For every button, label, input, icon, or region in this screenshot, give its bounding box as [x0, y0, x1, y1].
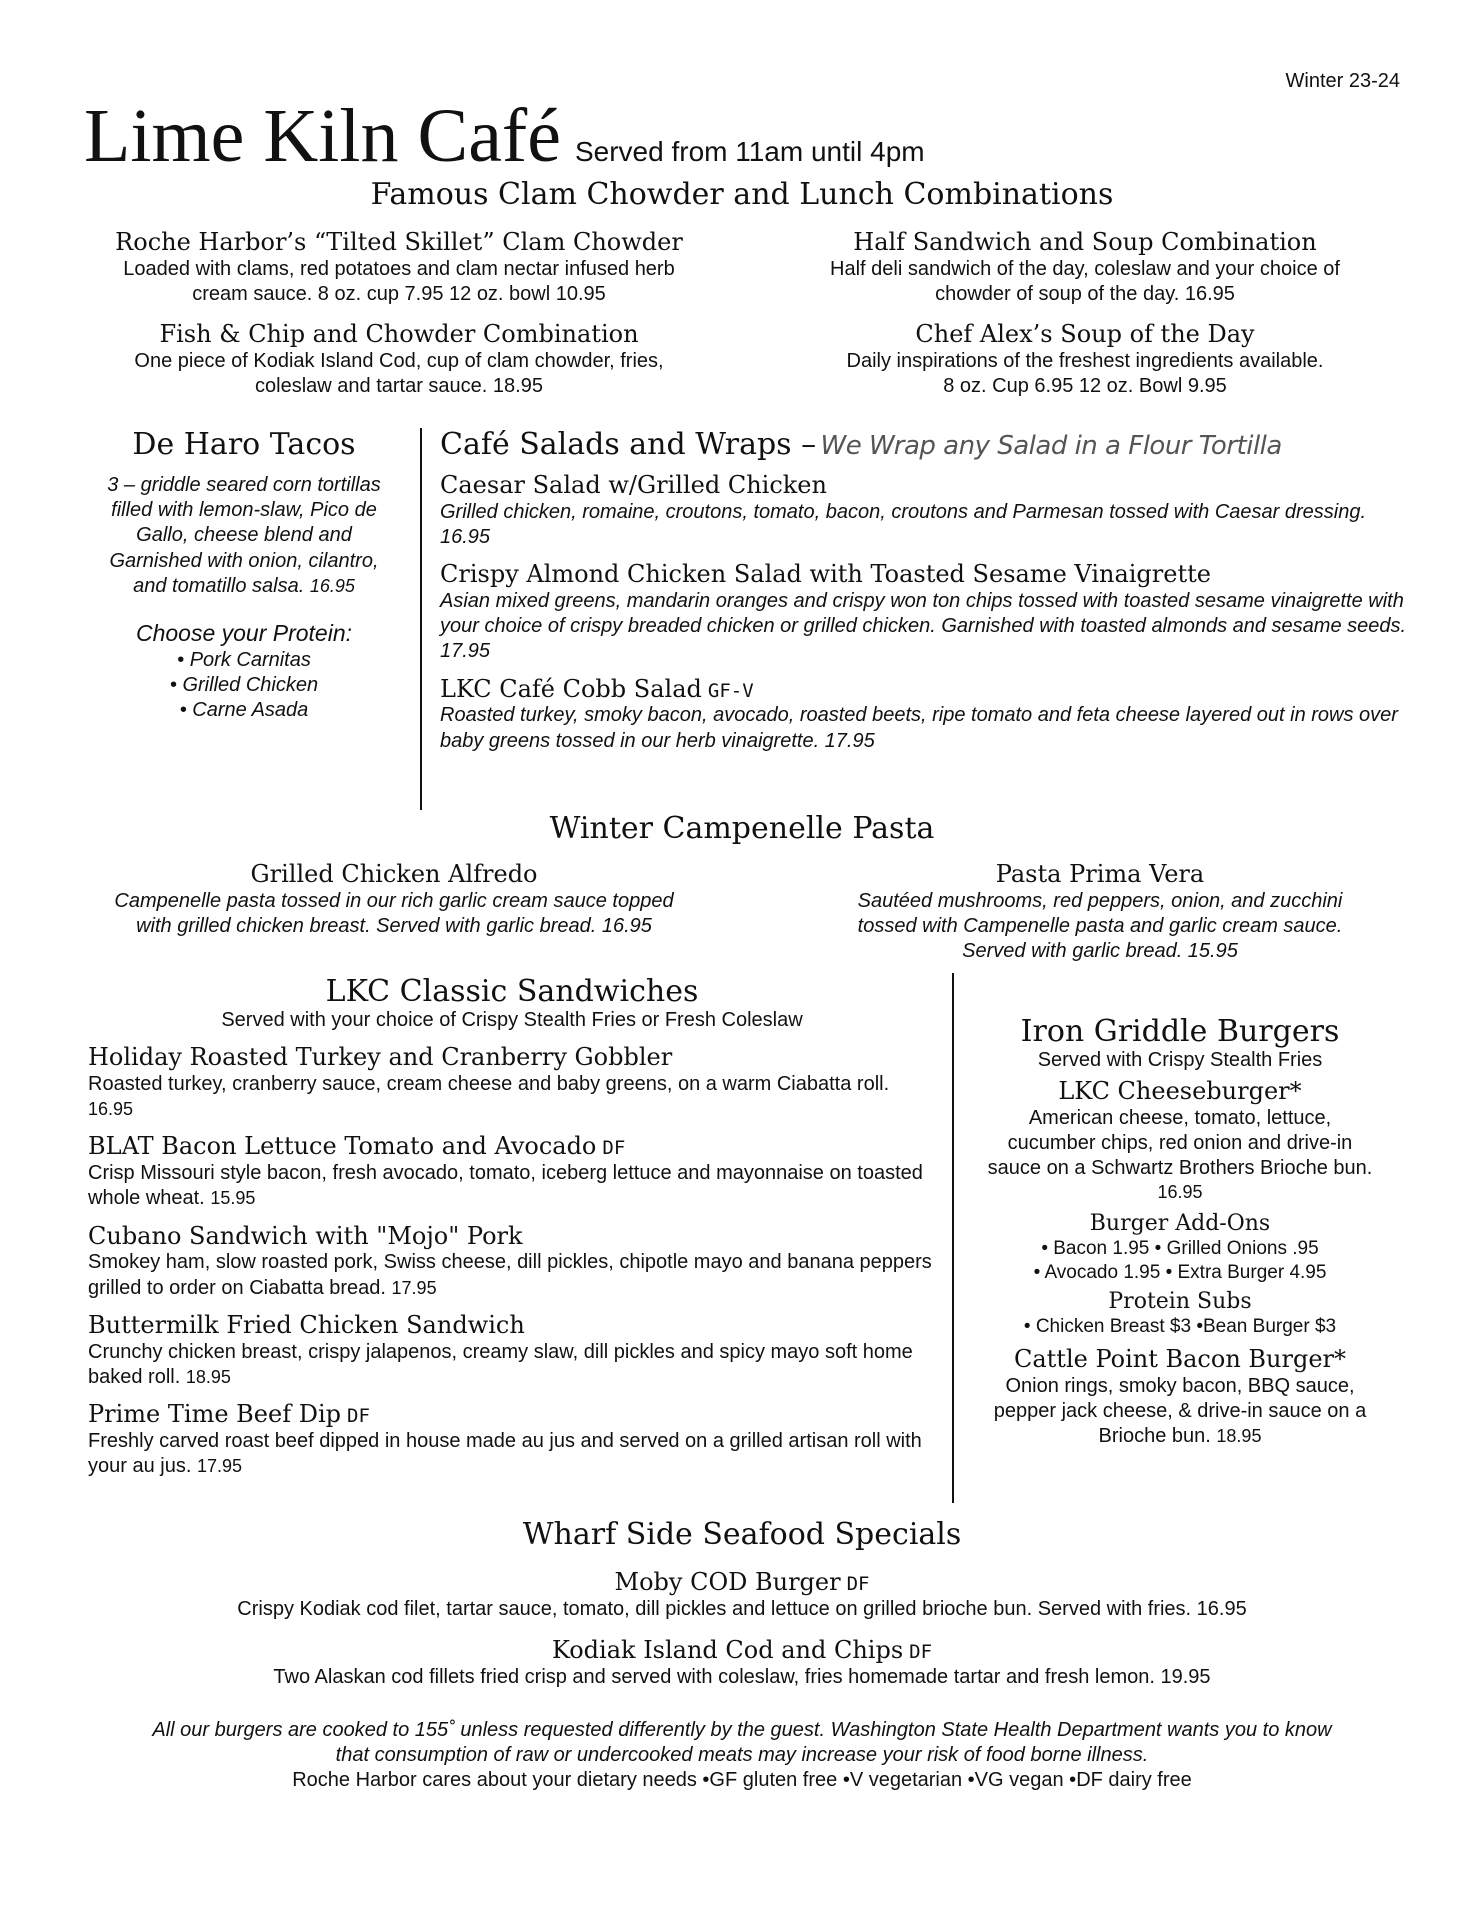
page-title: Lime Kiln Café: [84, 94, 561, 178]
salads-heading-note: We Wrap any Salad in a Flour Tortilla: [820, 431, 1282, 461]
seafood-item: [0, 1568, 1484, 1622]
item-desc: chowder of soup of the day. 16.95: [935, 282, 1235, 305]
protein-option: • Pork Carnitas: [177, 648, 311, 671]
item-name: Buttermilk Fried Chicken Sandwich: [88, 1310, 525, 1339]
item-name: Cubano Sandwich with "Mojo" Pork: [88, 1221, 523, 1250]
item-name: Moby COD Burger DF: [614, 1568, 870, 1596]
protein-option: • Grilled Chicken: [169, 674, 319, 697]
chowder-item: [84, 228, 714, 307]
item-desc: cream sauce. 8 oz. cup 7.95 12 oz. bowl 10.95: [192, 282, 606, 305]
burgers-subheading: Served with Crispy Stealth Fries: [1037, 1049, 1323, 1071]
bacon-burger-desc: Brioche bun. 18.95: [1098, 1425, 1262, 1448]
item-name: Holiday Roasted Turkey and Cranberry Gobbler: [88, 1043, 673, 1072]
salad-item: [440, 471, 1410, 550]
sandwich-item: [88, 1311, 936, 1390]
item-desc: Crisp Missouri style bacon, fresh avocado, tomato, iceberg lettuce and mayonnaise on toasted whole wheat. 15.95: [88, 1162, 923, 1210]
diet-tag: GF-V: [707, 679, 754, 702]
sandwich-item: [88, 1043, 936, 1122]
column-divider: [420, 428, 422, 810]
diet-tag: DF: [909, 1641, 933, 1663]
salads-heading-row: [440, 428, 1410, 461]
item-desc: Roasted turkey, smoky bacon, avocado, roasted beets, ripe tomato and feta cheese layered out in rows over baby greens tossed in our herb vinaigrette. 17.95: [440, 704, 1398, 752]
item-price: 17.95: [391, 1277, 437, 1298]
item-desc: Roasted turkey, cranberry sauce, cream cheese and baby greens, on a warm Ciabatta roll. 16.95: [88, 1072, 890, 1120]
item-name: Chef Alex’s Soup of the Day: [915, 320, 1255, 348]
season-label: Winter 23-24: [1285, 70, 1400, 92]
item-price: 16.95: [88, 1099, 134, 1120]
sandwiches-section: [88, 975, 936, 1489]
item-desc: Two Alaskan cod fillets fried crisp and served with coleslaw, fries homemade tartar and fresh lemon. 19.95: [273, 1665, 1211, 1688]
tacos-heading: De Haro Tacos: [132, 427, 356, 462]
item-desc: Campenelle pasta tossed in our rich garlic cream sauce topped: [114, 889, 674, 912]
item-name: Prime Time Beef Dip DF: [88, 1399, 370, 1428]
item-desc: Crunchy chicken breast, crispy jalapenos, creamy slaw, dill pickles and spicy mayo soft home baked roll. 18.95: [88, 1340, 913, 1388]
item-desc: Served with garlic bread. 15.95: [962, 940, 1238, 963]
item-name: Roche Harbor’s “Tilted Skillet” Clam Chowder: [115, 228, 683, 256]
tacos-desc-line: [84, 574, 404, 599]
cheeseburger-name: LKC Cheeseburger*: [1058, 1077, 1302, 1106]
item-desc: One piece of Kodiak Island Cod, cup of clam chowder, fries,: [134, 349, 664, 372]
chowder-item: [770, 320, 1400, 399]
item-desc: 8 oz. Cup 6.95 12 oz. Bowl 9.95: [943, 374, 1227, 397]
tacos-desc-last: and tomatillo salsa.: [133, 574, 305, 597]
seafood-heading: Wharf Side Seafood Specials: [522, 1517, 962, 1552]
diet-tag: DF: [846, 1573, 870, 1595]
item-name: Fish & Chip and Chowder Combination: [159, 320, 639, 348]
diet-tag: DF: [602, 1137, 626, 1160]
page-title-row: [84, 94, 925, 178]
cheeseburger-desc: sauce on a Schwartz Brothers Brioche bun.: [987, 1157, 1373, 1180]
item-name: Half Sandwich and Soup Combination: [853, 228, 1317, 256]
sandwiches-heading: LKC Classic Sandwiches: [325, 974, 699, 1009]
item-desc: Loaded with clams, red potatoes and clam nectar infused herb: [123, 257, 675, 280]
subs-heading: Protein Subs: [1108, 1288, 1252, 1314]
tacos-desc-line: 3 – griddle seared corn tortillas: [107, 474, 381, 496]
item-desc: Daily inspirations of the freshest ingredients available.: [846, 349, 1324, 372]
item-desc: Sautéed mushrooms, red peppers, onion, and zucchini: [857, 889, 1343, 912]
bacon-burger-desc: Onion rings, smoky bacon, BBQ sauce,: [1005, 1374, 1355, 1397]
item-desc: coleslaw and tartar sauce. 18.95: [255, 374, 543, 397]
item-desc: tossed with Campenelle pasta and garlic cream sauce.: [857, 914, 1343, 937]
column-divider: [952, 973, 954, 1503]
sandwiches-subheading: Served with your choice of Crispy Stealth Fries or Fresh Coleslaw: [221, 1009, 803, 1031]
tacos-section: [84, 428, 404, 723]
item-desc: Crispy Kodiak cod filet, tartar sauce, tomato, dill pickles and lettuce on grilled brioche bun. Served with fries. 16.95: [237, 1597, 1247, 1620]
item-name: Kodiak Island Cod and Chips DF: [551, 1636, 933, 1664]
tacos-desc-line: Gallo, cheese blend and: [136, 524, 352, 547]
item-name: Pasta Prima Vera: [995, 860, 1205, 888]
cheeseburger-price: 16.95: [1157, 1181, 1203, 1202]
item-desc: Freshly carved roast beef dipped in house made au jus and served on a grilled artisan roll with your au jus. 17.95: [88, 1429, 922, 1477]
tacos-desc-line: filled with lemon-slaw, Pico de: [111, 499, 377, 522]
dietary-legend: Roche Harbor cares about your dietary needs •GF gluten free •V vegetarian •VG vegan •DF dairy free: [292, 1769, 1192, 1792]
protein-option: • Carne Asada: [179, 699, 309, 722]
tacos-desc-line: Garnished with onion, cilantro,: [109, 549, 379, 572]
subs-line: • Chicken Breast $3 •Bean Burger $3: [1023, 1316, 1337, 1338]
health-notice: that consumption of raw or undercooked meats may increase your risk of food borne illness.: [335, 1744, 1149, 1767]
burgers-heading: Iron Griddle Burgers: [1020, 1014, 1340, 1049]
item-desc: Grilled chicken, romaine, croutons, tomato, bacon, croutons and Parmesan tossed with Caesar dressing. 16.95: [440, 500, 1367, 548]
item-name: Caesar Salad w/Grilled Chicken: [440, 471, 827, 499]
bacon-burger-price: 18.95: [1216, 1426, 1262, 1447]
tacos-price: 16.95: [309, 575, 355, 596]
salad-item: [440, 675, 1410, 754]
sandwich-item: [88, 1132, 936, 1211]
pasta-item: [84, 860, 704, 939]
item-name: Crispy Almond Chicken Salad with Toasted Sesame Vinaigrette: [440, 560, 1211, 589]
addons-line: • Avocado 1.95 • Extra Burger 4.95: [1033, 1261, 1327, 1283]
bacon-burger-name: Cattle Point Bacon Burger*: [1013, 1345, 1347, 1374]
chowder-item: [770, 228, 1400, 307]
item-desc: with grilled chicken breast. Served with garlic bread. 16.95: [136, 914, 652, 937]
salads-heading: Café Salads and Wraps –: [440, 427, 817, 462]
sandwich-item: [88, 1222, 936, 1301]
health-notice: All our burgers are cooked to 155˚ unless requested differently by the guest. Washington State Health Department wants you to know: [152, 1719, 1332, 1741]
item-price: 15.95: [210, 1188, 256, 1209]
salads-section: [440, 428, 1410, 764]
diet-tag: DF: [347, 1404, 370, 1427]
item-name: BLAT Bacon Lettuce Tomato and Avocado DF: [88, 1132, 626, 1161]
chowder-heading: Famous Clam Chowder and Lunch Combinations: [370, 177, 1114, 212]
seafood-item: [0, 1636, 1484, 1690]
bacon-burger-desc: pepper jack cheese, & drive-in sauce on a: [993, 1400, 1367, 1423]
item-name: LKC Café Cobb Salad GF-V: [440, 674, 754, 703]
burgers-section: [960, 1015, 1400, 1450]
addons-heading: Burger Add-Ons: [1089, 1210, 1271, 1236]
salad-item: [440, 560, 1410, 664]
cheeseburger-desc: American cheese, tomato, lettuce,: [1028, 1106, 1332, 1129]
chowder-item: [84, 320, 714, 399]
pasta-item: [800, 860, 1400, 964]
item-desc: Half deli sandwich of the day, coleslaw and your choice of: [830, 257, 1340, 280]
sandwich-item: [88, 1400, 936, 1479]
item-desc: Smokey ham, slow roasted pork, Swiss cheese, dill pickles, chipotle mayo and banana peppers grilled to order on Ciabatta bread. 17.95: [88, 1251, 932, 1299]
cheeseburger-desc: cucumber chips, red onion and drive-in: [1007, 1132, 1353, 1155]
item-price: 18.95: [185, 1366, 231, 1387]
item-desc: Asian mixed greens, mandarin oranges and crispy won ton chips tossed with toasted sesame vinaigrette with your choice of crispy breaded chicken or grilled chicken. Garnished with toasted almonds and sesame seeds. 17.95: [440, 589, 1407, 663]
protein-heading: Choose your Protein:: [135, 619, 353, 646]
footer: [60, 1718, 1424, 1794]
item-price: 17.95: [196, 1455, 242, 1476]
item-name: Grilled Chicken Alfredo: [250, 860, 538, 888]
pasta-heading: Winter Campenelle Pasta: [549, 811, 935, 846]
addons-line: • Bacon 1.95 • Grilled Onions .95: [1041, 1237, 1319, 1259]
page-subtitle: Served from 11am until 4pm: [574, 136, 925, 167]
